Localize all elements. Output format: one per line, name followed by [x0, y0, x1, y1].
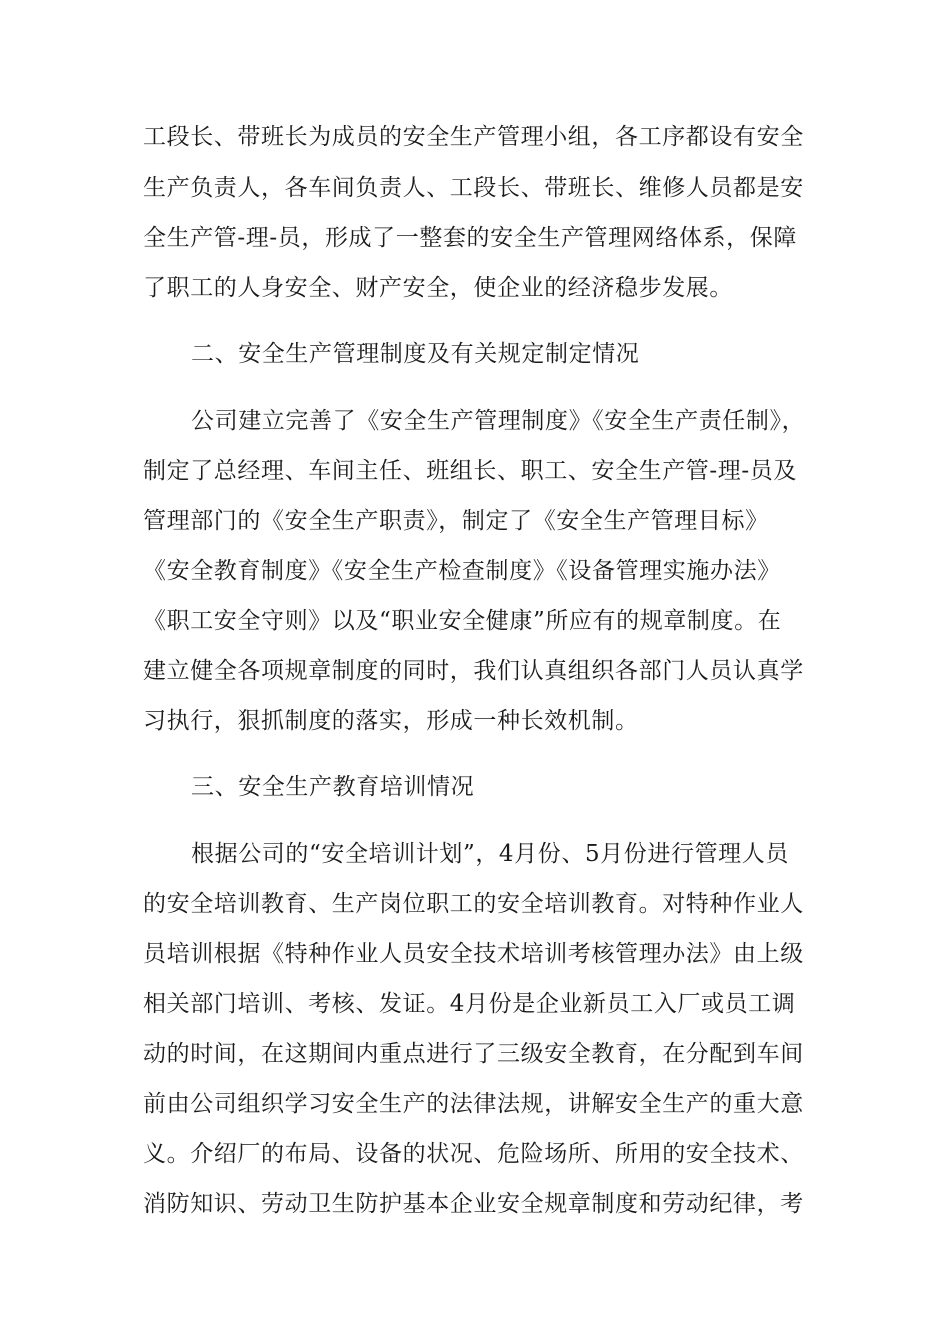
- section-heading-3: 三、安全生产教育培训情况: [191, 774, 475, 800]
- paragraph-2-line-2: 制定了总经理、车间主任、班组长、职工、安全生产管-理-员及: [143, 458, 797, 484]
- paragraph-2-line-7: 习执行，狠抓制度的落实，形成一种长效机制。: [143, 708, 639, 734]
- paragraph-3-line-1: 根据公司的“安全培训计划”，4月份、5月份进行管理人员: [191, 841, 789, 867]
- paragraph-3-line-7: 义。介绍厂的布局、设备的状况、危险场所、所用的安全技术、: [143, 1141, 804, 1167]
- paragraph-3-line-6: 前由公司组织学习安全生产的法律法规，讲解安全生产的重大意: [143, 1091, 804, 1117]
- paragraph-3-line-3: 员培训根据《特种作业人员安全技术培训考核管理办法》由上级: [143, 941, 804, 967]
- paragraph-1-line-3: 全生产管-理-员，形成了一整套的安全生产管理网络体系，保障: [143, 225, 797, 251]
- paragraph-2-line-1: 公司建立完善了《安全生产管理制度》《安全生产责任制》，: [191, 408, 806, 434]
- paragraph-3-line-4: 相关部门培训、考核、发证。4月份是企业新员工入厂或员工调: [143, 991, 796, 1017]
- paragraph-2-line-5: 《职工安全守则》以及“职业安全健康”所应有的规章制度。在: [143, 608, 782, 634]
- paragraph-2-line-4: 《安全教育制度》《安全生产检查制度》《设备管理实施办法》: [143, 558, 781, 584]
- paragraph-1-line-1: 工段长、带班长为成员的安全生产管理小组，各工序都设有安全: [143, 124, 804, 150]
- paragraph-1-line-2: 生产负责人，各车间负责人、工段长、带班长、维修人员都是安: [143, 175, 804, 201]
- paragraph-1-line-4: 了职工的人身安全、财产安全，使企业的经济稳步发展。: [143, 275, 733, 301]
- paragraph-3-line-8: 消防知识、劳动卫生防护基本企业安全规章制度和劳动纪律，考: [143, 1191, 804, 1217]
- paragraph-3-line-5: 动的时间，在这期间内重点进行了三级安全教育，在分配到车间: [143, 1041, 804, 1067]
- paragraph-3-line-2: 的安全培训教育、生产岗位职工的安全培训教育。对特种作业人: [143, 891, 804, 917]
- paragraph-2-line-6: 建立健全各项规章制度的同时，我们认真组织各部门人员认真学: [143, 658, 804, 684]
- paragraph-2-line-3: 管理部门的《安全生产职责》，制定了《安全生产管理目标》: [143, 508, 769, 534]
- section-heading-2: 二、安全生产管理制度及有关规定制定情况: [191, 341, 640, 367]
